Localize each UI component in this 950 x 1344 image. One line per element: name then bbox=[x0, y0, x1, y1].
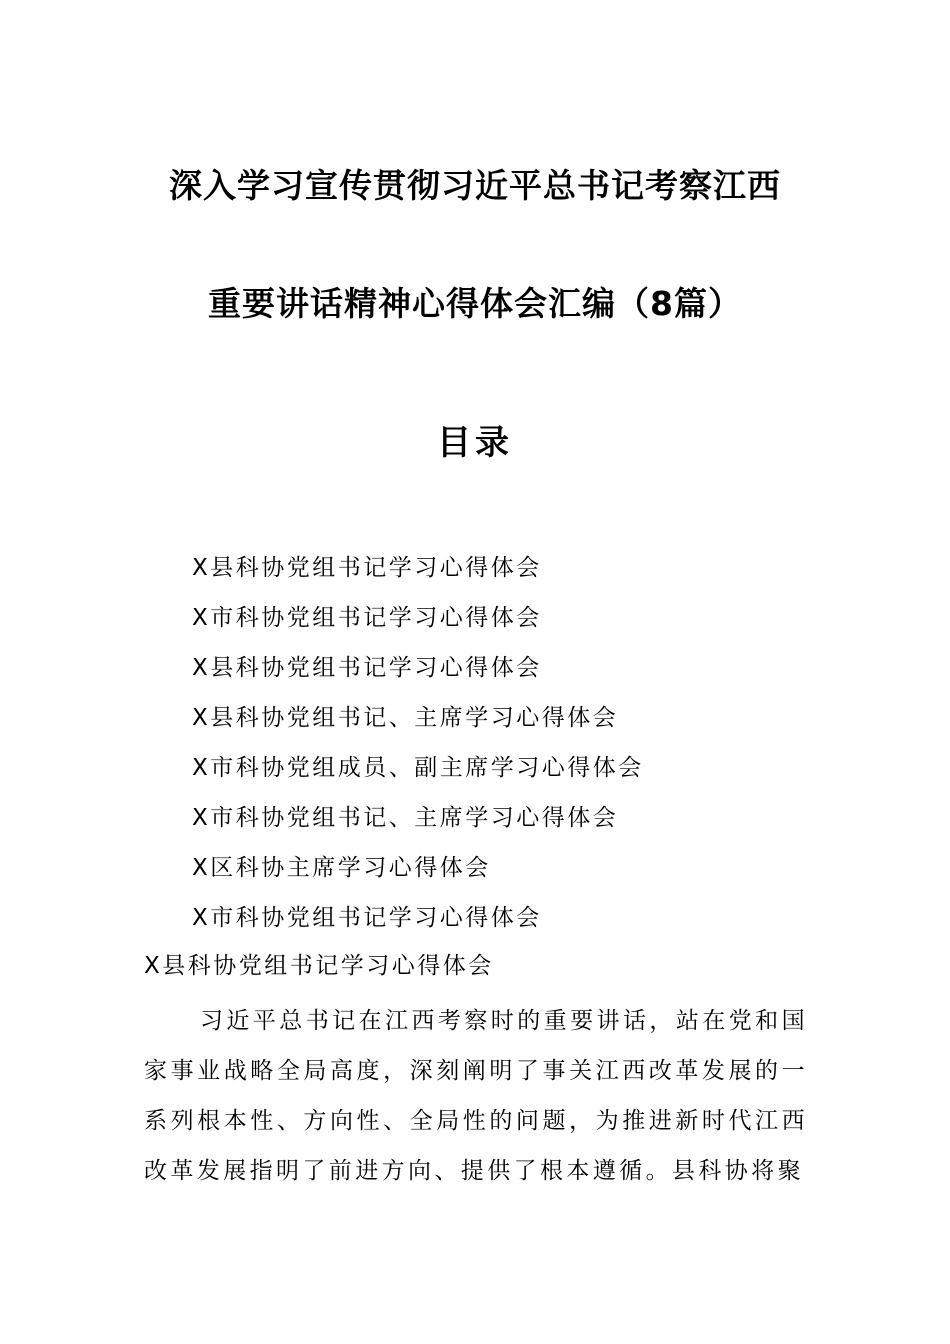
toc-item: X县科协党组书记学习心得体会 bbox=[192, 555, 542, 581]
toc-item: X市科协党组书记学习心得体会 bbox=[192, 905, 542, 931]
toc-list bbox=[192, 548, 644, 948]
toc-item: X市科协党组书记学习心得体会 bbox=[192, 605, 542, 631]
toc-item: X市科协党组书记、主席学习心得体会 bbox=[192, 805, 619, 831]
document-title-line-1: 深入学习宣传贯彻习近平总书记考察江西 bbox=[169, 166, 781, 205]
toc-item: X县科协党组书记学习心得体会 bbox=[192, 655, 542, 681]
toc-item: X县科协党组书记、主席学习心得体会 bbox=[192, 705, 619, 731]
body-paragraph: 习近平总书记在江西考察时的重要讲话，站在党和国家事业战略全局高度，深刻阐明了事关江西改革发展的一系列根本性、方向性、全局性的问题，为推进新时代江西改革发展指明了前进方向、提供了根本遵循。县科协将聚 bbox=[144, 1008, 808, 1184]
toc-item: X市科协党组成员、副主席学习心得体会 bbox=[192, 755, 644, 781]
toc-heading: 目录 bbox=[437, 423, 513, 463]
document-title-line-2: 重要讲话精神心得体会汇编（8篇） bbox=[208, 284, 742, 323]
section-title: X县科协党组书记学习心得体会 bbox=[144, 953, 494, 979]
toc-item: X区科协主席学习心得体会 bbox=[192, 855, 491, 881]
